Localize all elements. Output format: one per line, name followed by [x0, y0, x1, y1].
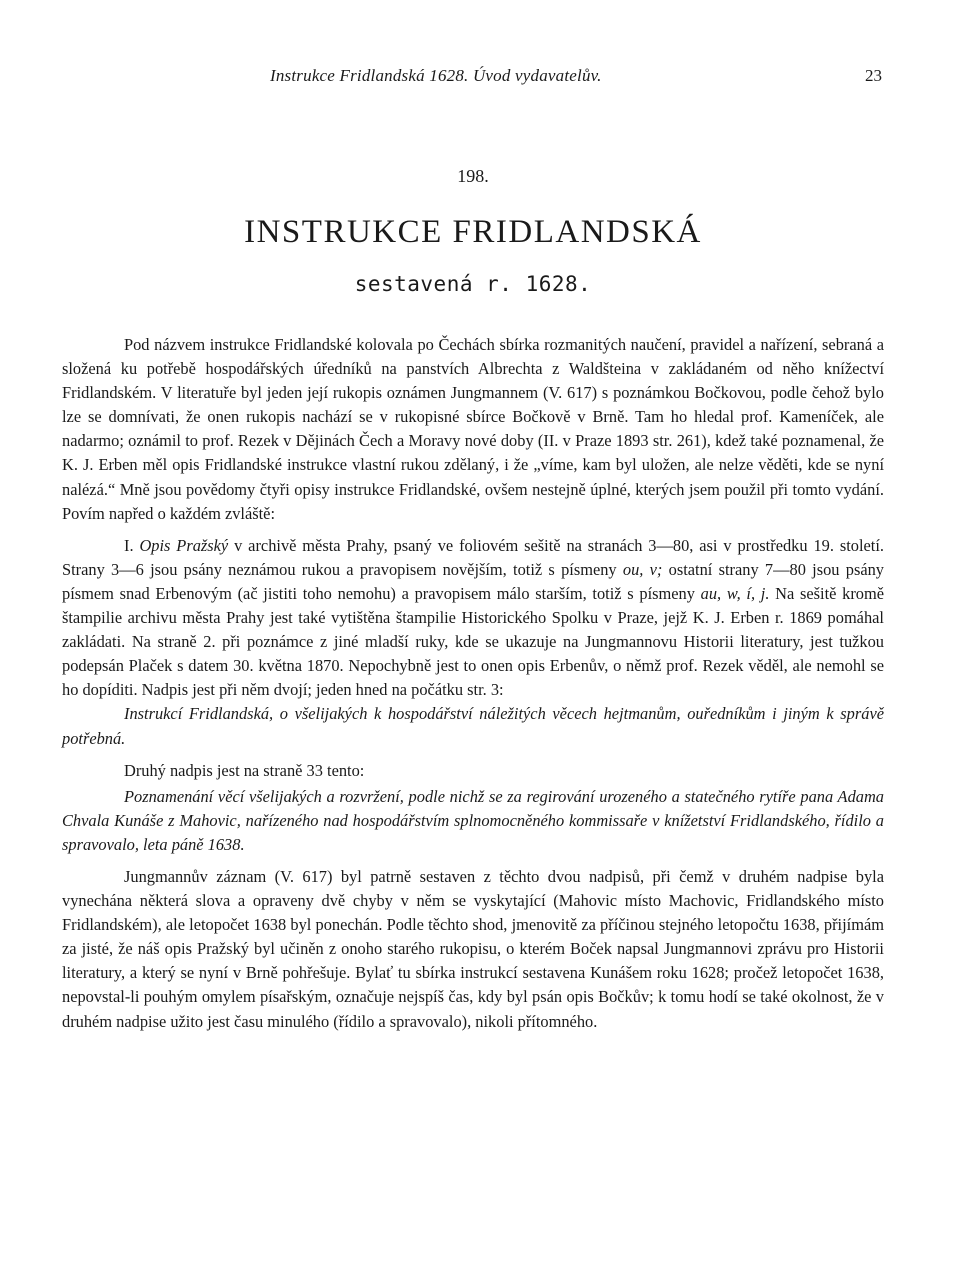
paragraph-prague-copy	[62, 534, 884, 703]
document-number: 198.	[457, 166, 489, 186]
paragraph-second-title-intro: Druhý nadpis jest na straně 33 tento:	[124, 760, 365, 780]
book-page	[62, 0, 884, 1270]
paragraph-text: Na sešitě kromě štampilie archivu města Prahy jest také vytištěna štampilie Historického Spolku v Praze, jejž K. J. Erben r. 1869 pomáhal zakládati. Na straně 2. při poznámce z jiné mladší ruky, kde se ukazuje na Jungmannovu Historii literatury, jest tužkou podepsán Plaček s datem 30. května 1870. Nepochybně jest to onen opis Erbenův, o němž prof. Rezek věděl, ale nemohl se ho dopíditi. Nadpis jest při něm dvojí; jeden hned na počátku str. 3:	[62, 583, 885, 700]
copy-numeral: I.	[124, 535, 140, 555]
paragraph-text: v archivě města Prahy, psaný ve foliovém sešitě na stranách 3—80, asi v prostředku 19. století. Strany 3—6 jsou psány neznámou rukou a pravopisem novějším, totiž s písmeny	[62, 535, 884, 579]
document-title: INSTRUKCE FRIDLANDSKÁ	[244, 214, 702, 250]
letters-new: ou, v;	[622, 559, 663, 579]
paragraph-text: ostatní strany 7—80 jsou psány písmem snad Erbenovým (ač jistiti toho nemohu) a pravopisem málo starším, totiž s písmeny	[62, 559, 884, 603]
body-text	[62, 333, 884, 1034]
page-number: 23	[865, 66, 882, 85]
copy-name: Opis Pražský	[139, 535, 229, 555]
paragraph-jungmann-record: Jungmannův záznam (V. 617) byl patrně sestaven z těchto dvou nadpisů, při čemž v druhém nadpise byla vynechána některá slova a opraveny dvě chyby v něm se vyskytající (Mahovic místo Machovic, Fridlandského místo Fridlandském), ale letopočet 1638 byl ponechán. Podle těchto shod, jmenovitě za příčinou stejného letopočtu 1638, přijímám za jisté, že náš opis Pražský byl učiněn z onoho starého rukopisu, o kterém Boček napsal Jungmannovi zprávu pro Historii literatury, a který se nyní v Brně pohřešuje. Bylať tu sbírka instrukcí sestavena Kunášem roku 1628; pročež letopočet 1638, nepovstal-li pouhým omylem písařským, označuje nejspíš čas, kdy byl psán opis Bočkův; k tomu hodí se také okolnost, že v druhém nadpise užito jest času minulého (řídilo a spravovalo), nikoli přítomného.	[62, 866, 884, 1031]
quoted-title-second: Poznamenání věcí všelijakých a rozvržení, podle nichž se za regirování urozeného a statečného rytíře pana Adama Chvala Kunáše z Mahovic, nařízeného nad hospodářstvím splnomocněného kommissaře v knížetství Fridlandského, řídilo a spravovalo, leta páně 1638.	[62, 786, 884, 854]
paragraph-introduction: Pod názvem instrukce Fridlandské kolovala po Čechách sbírka rozmanitých naučení, pravidel a nařízení, sebraná a složená ku potřebě hospodářských úředníků na panstvích Albrechta z Waldšteina v zakládaném od něho knížectví Fridlandském. V literatuře byl jeden její rukopis oznámen Jungmannem (V. 617) s poznámkou Bočkovou, podle čehož bylo lze se domnívati, že onen rukopis nachází se v rukopisné sbírce Bočkově v Brně. Tam ho hledal prof. Kameníček, ale nadarmo; oznámil to prof. Rezek v Dějinách Čech a Moravy nové doby (II. v Praze 1893 str. 261), kdež také poznamenal, že K. J. Erben měl opis Fridlandské instrukce vlastní rukou zdělaný, i že „víme, kam byl uložen, ale nelze věděti, kde se nyní nalézá.“ Mně jsou povědomy čtyři opisy instrukce Fridlandské, ovšem nestejně úplné, kterých jsem použil při tomto vydání. Povím napřed o každém zvláště:	[62, 335, 884, 523]
running-header	[62, 66, 884, 90]
quoted-title-first: Instrukcí Fridlandská, o všelijakých k hospodářství náležitých věcech hejtmanům, ouředníkům i jiným k správě potřebná.	[62, 704, 884, 748]
running-title: Instrukce Fridlandská 1628. Úvod vydavatelův.	[270, 66, 602, 85]
document-subtitle: sestavená r. 1628.	[354, 272, 592, 296]
letters-old: au, w, í, j.	[700, 583, 770, 603]
